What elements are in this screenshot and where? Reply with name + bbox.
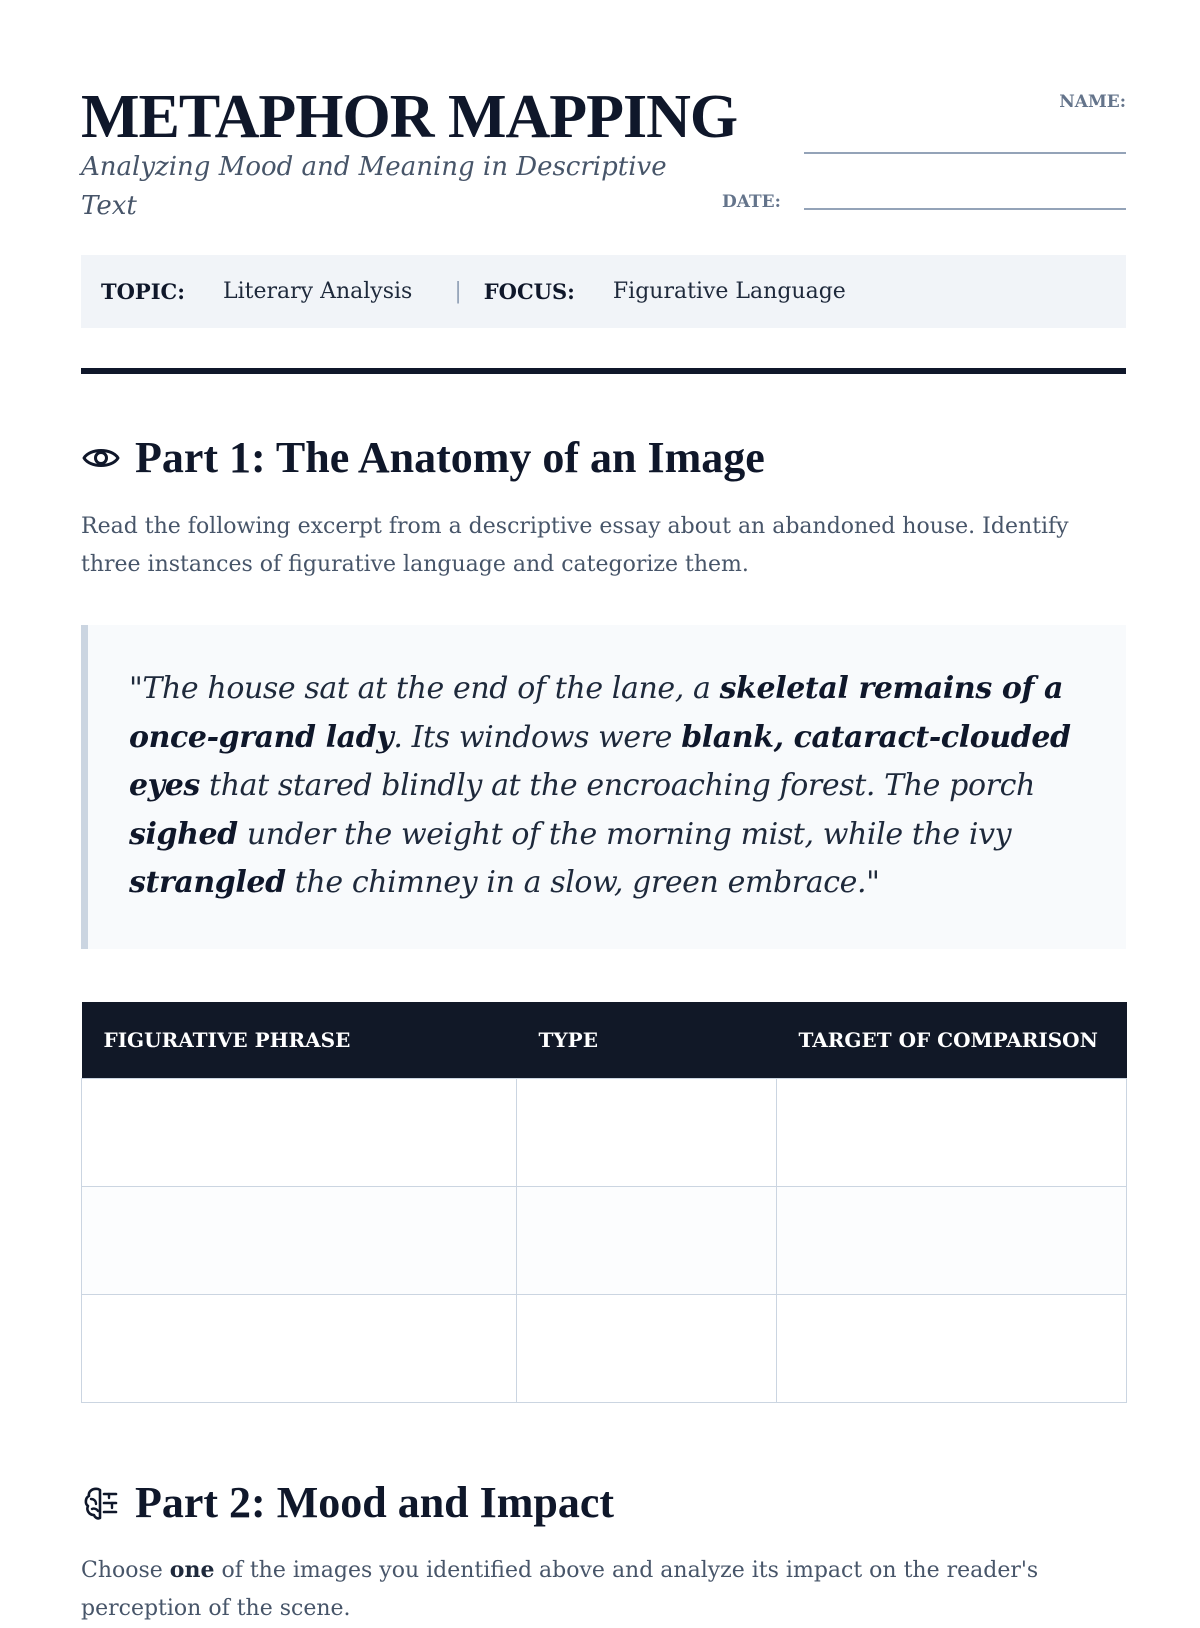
part2-instructions — [81, 1551, 1126, 1628]
focus-value: Figurative Language — [612, 279, 846, 304]
table-row — [82, 1294, 1127, 1402]
part2-instructions-after: of the images you identified above and analyze its impact on the reader's perception of the scene. — [81, 1558, 1039, 1621]
table-cell-target[interactable] — [777, 1294, 1127, 1402]
excerpt-segment: that stared blindly at the encroaching forest. The porch — [199, 768, 1035, 803]
table-cell-type[interactable] — [517, 1294, 777, 1402]
highlighted-phrase: skeletal remains of a once-grand lady — [129, 671, 1064, 755]
part2-instructions-before: Choose — [81, 1558, 170, 1583]
page-title: METAPHOR MAPPING — [81, 83, 738, 151]
topic-bar — [81, 255, 1126, 328]
figurative-language-table — [81, 1002, 1127, 1403]
highlighted-phrase: sighed — [129, 816, 238, 852]
worksheet-header — [81, 0, 1126, 240]
topic-value: Literary Analysis — [223, 279, 413, 304]
excerpt-blockquote — [81, 625, 1126, 949]
table-cell-phrase[interactable] — [82, 1294, 517, 1402]
column-header-type: TYPE — [517, 1002, 777, 1078]
table-cell-target[interactable] — [777, 1078, 1127, 1186]
highlighted-phrase: strangled — [129, 865, 286, 900]
topic-label: TOPIC: — [101, 279, 185, 304]
part1-heading — [81, 432, 765, 484]
date-field[interactable] — [804, 208, 1126, 210]
page-subtitle: Analyzing Mood and Meaning in Descriptive Text — [81, 152, 667, 221]
column-header-target: TARGET OF COMPARISON — [777, 1002, 1127, 1078]
brain-icon — [81, 1483, 121, 1523]
part2-heading — [81, 1477, 614, 1529]
part2-title: Part 2: Mood and Impact — [135, 1478, 615, 1527]
topic-separator: | — [454, 279, 462, 304]
table-cell-type[interactable] — [517, 1078, 777, 1186]
table-cell-phrase[interactable] — [82, 1078, 517, 1186]
excerpt-segment: . Its windows were — [393, 719, 682, 755]
name-field[interactable] — [804, 152, 1126, 154]
excerpt-text — [129, 665, 1089, 908]
highlighted-phrase: blank, cataract-clouded eyes — [129, 719, 1071, 803]
column-header-figurative-phrase: FIGURATIVE PHRASE — [82, 1002, 517, 1078]
table-cell-type[interactable] — [517, 1186, 777, 1294]
excerpt-segment: "The house sat at the end of the lane, a — [129, 671, 720, 706]
name-label: NAME: — [1059, 92, 1126, 112]
table-row — [82, 1078, 1127, 1186]
table-row — [82, 1186, 1127, 1294]
part2-instructions-emphasis: one — [169, 1557, 215, 1583]
excerpt-segment: the chimney in a slow, green embrace." — [285, 865, 880, 900]
table-cell-phrase[interactable] — [82, 1186, 517, 1294]
table-header-row — [82, 1002, 1127, 1078]
part1-title: Part 1: The Anatomy of an Image — [135, 433, 765, 482]
table-cell-target[interactable] — [777, 1186, 1127, 1294]
part1-instructions: Read the following excerpt from a descriptive essay about an abandoned house. Identify three instances of figurative language and categorize them. — [81, 514, 1069, 577]
focus-label: FOCUS: — [483, 279, 575, 304]
worksheet-page — [81, 0, 1126, 1621]
date-label: DATE: — [722, 192, 781, 212]
excerpt-segment: under the weight of the morning mist, while the ivy — [237, 816, 1012, 852]
eye-icon — [81, 438, 121, 478]
section-divider — [81, 368, 1126, 374]
